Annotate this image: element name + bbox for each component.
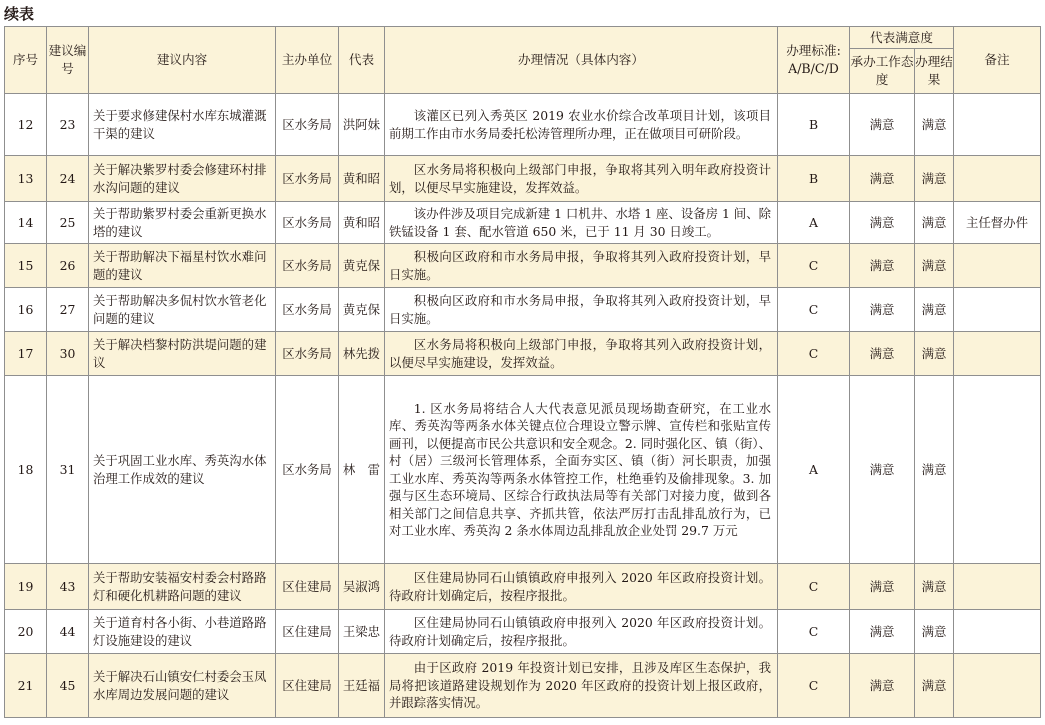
cell-content: 关于帮助紫罗村委会重新更换水塔的建议 (89, 202, 276, 244)
cell-unit: 区住建局 (276, 654, 339, 718)
table-row (5, 94, 1041, 156)
table-row (5, 610, 1041, 654)
cell-proposal-no: 43 (47, 564, 89, 610)
header-standard (778, 27, 850, 94)
cell-seq: 13 (5, 156, 47, 202)
cell-remark (954, 94, 1041, 156)
cell-standard: C (778, 288, 850, 332)
header-result: 办理结果 (915, 49, 954, 94)
cell-content: 关于道育村各小街、小巷道路路灯设施建设的建议 (89, 610, 276, 654)
cell-proposal-no: 31 (47, 376, 89, 564)
cell-seq: 12 (5, 94, 47, 156)
cell-seq: 16 (5, 288, 47, 332)
cell-remark (954, 610, 1041, 654)
cell-remark (954, 244, 1041, 288)
header-standard-line1: 办理标准: (786, 43, 841, 58)
cell-content: 关于帮助解决多侃村饮水管老化问题的建议 (89, 288, 276, 332)
cell-unit: 区水务局 (276, 376, 339, 564)
cell-proposal-no: 27 (47, 288, 89, 332)
cell-attitude: 满意 (850, 156, 915, 202)
cell-handling: 区住建局协同石山镇镇政府申报列入 2020 年区政府投资计划。待政府计划确定后，按程序报批。 (385, 610, 778, 654)
cell-handling: 积极向区政府和市水务局申报，争取将其列入政府投资计划，早日实施。 (385, 288, 778, 332)
cell-content: 关于帮助安装福安村委会村路路灯和硬化机耕路问题的建议 (89, 564, 276, 610)
cell-unit: 区水务局 (276, 94, 339, 156)
cell-content: 关于帮助解决下福星村饮水难问题的建议 (89, 244, 276, 288)
cell-proposal-no: 44 (47, 610, 89, 654)
cell-content: 关于要求修建保村水库东城灌溉干渠的建议 (89, 94, 276, 156)
header-satisfaction: 代表满意度 (850, 27, 954, 49)
cell-rep: 洪阿妹 (339, 94, 385, 156)
cell-standard: C (778, 564, 850, 610)
cell-proposal-no: 45 (47, 654, 89, 718)
cell-unit: 区水务局 (276, 332, 339, 376)
cell-content: 关于解决档黎村防洪堤问题的建议 (89, 332, 276, 376)
cell-result: 满意 (915, 94, 954, 156)
cell-remark (954, 654, 1041, 718)
table-row (5, 288, 1041, 332)
table-row (5, 564, 1041, 610)
page-title: 续表 (4, 5, 35, 23)
cell-rep: 黄克保 (339, 288, 385, 332)
cell-handling: 该办件涉及项目完成新建 1 口机井、水塔 1 座、设备房 1 间、除铁锰设备 1 套、配水管道 650 米，已于 11 月 30 日竣工。 (385, 202, 778, 244)
cell-remark (954, 564, 1041, 610)
cell-attitude: 满意 (850, 610, 915, 654)
cell-seq: 15 (5, 244, 47, 288)
cell-seq: 20 (5, 610, 47, 654)
cell-seq: 17 (5, 332, 47, 376)
header-remark: 备注 (954, 27, 1041, 94)
cell-handling: 区水务局将积极向上级部门申报，争取将其列入明年政府投资计划，以便尽早实施建设，发挥效益。 (385, 156, 778, 202)
cell-unit: 区水务局 (276, 244, 339, 288)
cell-rep: 王廷福 (339, 654, 385, 718)
cell-rep: 吴淑鸿 (339, 564, 385, 610)
cell-result: 满意 (915, 156, 954, 202)
cell-seq: 21 (5, 654, 47, 718)
cell-result: 满意 (915, 564, 954, 610)
cell-rep: 王梁忠 (339, 610, 385, 654)
cell-unit: 区住建局 (276, 610, 339, 654)
cell-standard: C (778, 654, 850, 718)
cell-unit: 区水务局 (276, 288, 339, 332)
cell-unit: 区水务局 (276, 156, 339, 202)
cell-handling: 区住建局协同石山镇镇政府申报列入 2020 年区政府投资计划。待政府计划确定后，按程序报批。 (385, 564, 778, 610)
cell-handling: 1. 区水务局将结合人大代表意见派员现场勘查研究，在工业水库、秀英沟等两条水体关键点位合理设立警示牌、宣传栏和张贴宣传画刊，以便提高市民公共意识和安全观念。2. 同时强化区、镇（街）、村（居）三级河长管理体系，全面夯实区、镇（街）河长职责，加强工业水库、秀英沟等两条水体管控工作，杜绝垂钓及偷排现象。3. 加强与区生态环境局、区综合行政执法局等有关部门对接力度，做到各相关部门之间信息共享、齐抓共管，依法严厉打击乱排乱放行为，已对工业水库、秀英沟 2 条水体周边乱排乱放企业处罚 29.7 万元 (385, 376, 778, 564)
cell-attitude: 满意 (850, 94, 915, 156)
header-seq: 序号 (5, 27, 47, 94)
cell-result: 满意 (915, 244, 954, 288)
cell-result: 满意 (915, 654, 954, 718)
cell-attitude: 满意 (850, 202, 915, 244)
cell-remark: 主任督办件 (954, 202, 1041, 244)
cell-handling: 积极向区政府和市水务局申报，争取将其列入政府投资计划，早日实施。 (385, 244, 778, 288)
cell-rep: 黄和昭 (339, 202, 385, 244)
cell-result: 满意 (915, 202, 954, 244)
cell-attitude: 满意 (850, 332, 915, 376)
cell-rep: 黄克保 (339, 244, 385, 288)
table-row (5, 654, 1041, 718)
cell-standard: C (778, 610, 850, 654)
cell-seq: 19 (5, 564, 47, 610)
cell-attitude: 满意 (850, 288, 915, 332)
cell-remark (954, 288, 1041, 332)
cell-attitude: 满意 (850, 654, 915, 718)
cell-proposal-no: 23 (47, 94, 89, 156)
cell-seq: 18 (5, 376, 47, 564)
cell-attitude: 满意 (850, 564, 915, 610)
cell-rep: 林 雷 (339, 376, 385, 564)
cell-standard: C (778, 244, 850, 288)
table-row (5, 332, 1041, 376)
cell-handling: 由于区政府 2019 年投资计划已安排，且涉及库区生态保护，我局将把该道路建设规划作为 2020 年区政府的投资计划上报区政府，并跟踪落实情况。 (385, 654, 778, 718)
proposal-table (4, 26, 1041, 718)
cell-result: 满意 (915, 376, 954, 564)
table-row (5, 202, 1041, 244)
header-standard-line2: A/B/C/D (788, 61, 839, 76)
header-rep: 代表 (339, 27, 385, 94)
cell-standard: A (778, 202, 850, 244)
cell-content: 关于解决紫罗村委会修建环村排水沟问题的建议 (89, 156, 276, 202)
cell-seq: 14 (5, 202, 47, 244)
cell-content: 关于解决石山镇安仁村委会玉凤水库周边发展问题的建议 (89, 654, 276, 718)
cell-attitude: 满意 (850, 244, 915, 288)
cell-standard: B (778, 94, 850, 156)
table-row (5, 244, 1041, 288)
cell-rep: 林先拨 (339, 332, 385, 376)
cell-content: 关于巩固工业水库、秀英沟水体治理工作成效的建议 (89, 376, 276, 564)
cell-proposal-no: 25 (47, 202, 89, 244)
cell-result: 满意 (915, 610, 954, 654)
header-proposal-no: 建议编号 (47, 27, 89, 94)
cell-proposal-no: 30 (47, 332, 89, 376)
cell-result: 满意 (915, 332, 954, 376)
cell-handling: 区水务局将积极向上级部门申报，争取将其列入政府投资计划，以便尽早实施建设，发挥效益。 (385, 332, 778, 376)
cell-standard: A (778, 376, 850, 564)
header-attitude: 承办工作态度 (850, 49, 915, 94)
cell-proposal-no: 26 (47, 244, 89, 288)
header-unit: 主办单位 (276, 27, 339, 94)
cell-remark (954, 332, 1041, 376)
cell-result: 满意 (915, 288, 954, 332)
cell-unit: 区水务局 (276, 202, 339, 244)
cell-proposal-no: 24 (47, 156, 89, 202)
cell-remark (954, 156, 1041, 202)
cell-attitude: 满意 (850, 376, 915, 564)
cell-remark (954, 376, 1041, 564)
header-handling: 办理情况（具体内容） (385, 27, 778, 94)
cell-rep: 黄和昭 (339, 156, 385, 202)
cell-standard: B (778, 156, 850, 202)
table-row (5, 376, 1041, 564)
cell-handling: 该灌区已列入秀英区 2019 农业水价综合改革项目计划，该项目前期工作由市水务局委托松涛管理所办理，正在做项目可研阶段。 (385, 94, 778, 156)
header-content: 建议内容 (89, 27, 276, 94)
cell-unit: 区住建局 (276, 564, 339, 610)
cell-standard: C (778, 332, 850, 376)
table-row (5, 156, 1041, 202)
